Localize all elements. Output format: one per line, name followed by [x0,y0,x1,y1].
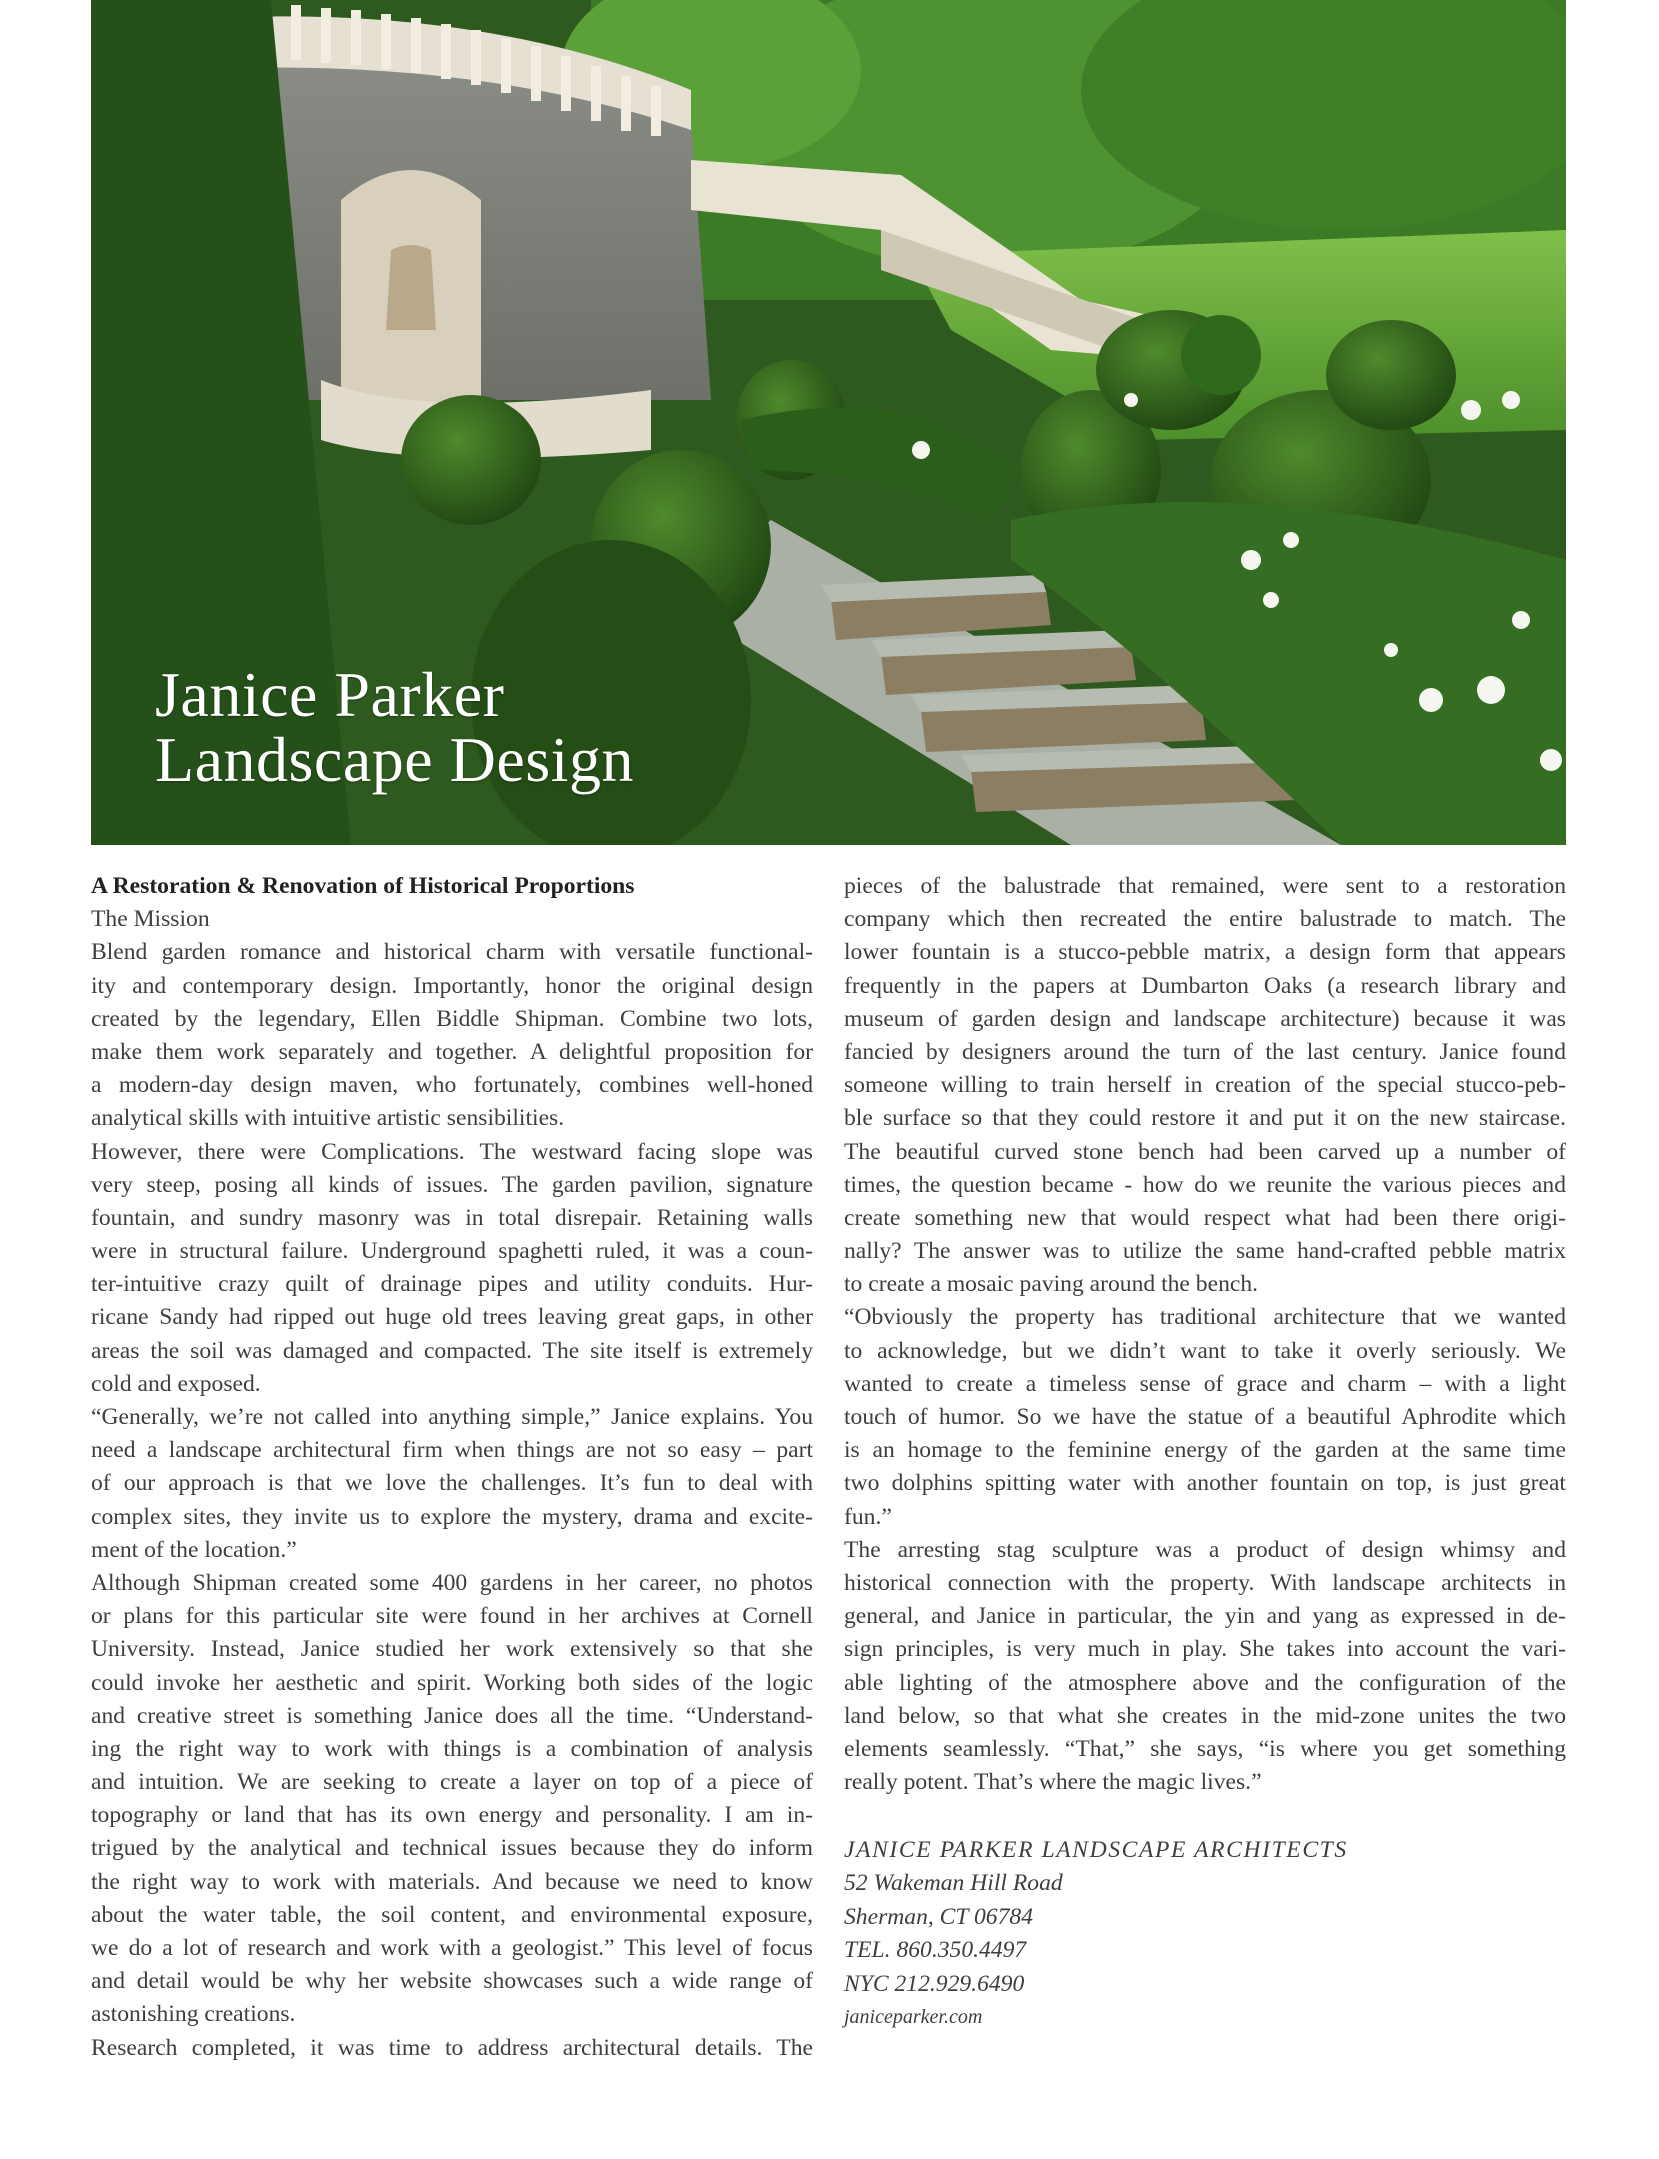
article-line: really potent. That’s where the magic lives.” [844,1769,1262,1796]
article-line: frequently in the papers at Dumbarton Oaks (a research library and [844,972,1566,999]
article-line: The beautiful curved stone bench had been carved up a number of [844,1138,1566,1165]
article-line: and detail would be why her website showcases such a wide range of [91,1968,813,1995]
article-line: The arresting stag sculpture was a product of design whimsy and [844,1536,1566,1563]
article-line: lower fountain is a stucco-pebble matrix, a design form that appears [844,939,1566,966]
city-address: Sherman, CT 06784 [844,1903,1033,1930]
article-line: is an homage to the feminine energy of the garden at the same time [844,1437,1566,1464]
article-line: cold and exposed. [91,1370,261,1397]
article-line: trigued by the analytical and technical issues because they do inform [91,1835,813,1862]
article-line: analytical skills with intuitive artistic sensibilities. [91,1105,565,1132]
hero-photo [91,0,1566,845]
article-line: we do a lot of research and work with a geologist.” This level of focus [91,1935,813,1961]
article-line: ble surface so that they could restore it and put it on the new staircase. [844,1105,1566,1132]
article-line: someone willing to train herself in creation of the special stucco-peb- [844,1072,1566,1099]
article-line: However, there were Complications. The westward facing slope was [91,1138,813,1165]
article-line: fun.” [844,1503,892,1530]
article-line: astonishing creations. [91,2001,296,2028]
article-line: Blend garden romance and historical charm with versatile functional- [91,939,813,966]
article-line: land below, so that what she creates in the mid-zone unites the two [844,1702,1566,1729]
article-line: to create a mosaic paving around the bench. [844,1271,1259,1298]
article-line: to acknowledge, but we didn’t want to take it overly seriously. We [844,1337,1566,1364]
website-link[interactable]: janiceparker.com [844,2006,983,2029]
article-line: a modern-day design maven, who fortunately, combines well-honed [91,1072,813,1099]
article-line: “Generally, we’re not called into anything simple,” Janice explains. You [91,1404,813,1430]
article-line: The Mission [91,906,210,933]
article-line: of our approach is that we love the challenges. It’s fun to deal with [91,1470,813,1497]
article-line: ity and contemporary design. Importantly, honor the original design [91,972,813,999]
article-line: University. Instead, Janice studied her work extensively so that she [91,1636,813,1663]
article-line: able lighting of the atmosphere above and the configuration of the [844,1669,1566,1696]
article-line: or plans for this particular site were found in her archives at Cornell [91,1603,813,1630]
article-line: topography or land that has its own energy and personality. I am in- [91,1802,813,1829]
firm-name: JANICE PARKER LANDSCAPE ARCHITECTS [844,1837,1348,1863]
article-line: elements seamlessly. “That,” she says, “is where you get something [844,1735,1566,1762]
article-line: make them work separately and together. A delightful proposition for [91,1038,813,1065]
article-line: could invoke her aesthetic and spirit. Working both sides of the logic [91,1669,813,1696]
article-line: about the water table, the soil content, and environmental exposure, [91,1901,813,1928]
article-line: areas the soil was damaged and compacted. The site itself is extremely [91,1337,813,1364]
hero-title-line: Landscape Design [155,724,634,795]
article-column-right [844,870,1566,1799]
article-line: and creative street is something Janice does all the time. “Understand- [91,1702,813,1729]
article-line: ing the right way to work with things is a combination of analysis [91,1735,813,1762]
article-line: complex sites, they invite us to explore the mystery, drama and excite- [91,1503,813,1530]
hero-title [155,659,634,795]
article-line: and intuition. We are seeking to create a layer on top of a piece of [91,1769,813,1796]
article-column-left [91,870,813,2065]
article-line: wanted to create a timeless sense of grace and charm – with a light [844,1370,1566,1397]
article-line: Although Shipman created some 400 gardens in her career, no photos [91,1569,813,1596]
article-line: general, and Janice in particular, the yin and yang as expressed in de- [844,1603,1566,1630]
article-line: museum of garden design and landscape architecture) because it was [844,1005,1566,1032]
article-line: fancied by designers around the turn of the last century. Janice found [844,1038,1566,1065]
article-line: pieces of the balustrade that remained, were sent to a restoration [844,873,1566,899]
article-line: ter-intuitive crazy quilt of drainage pipes and utility conduits. Hur- [91,1271,813,1298]
article-line: the right way to work with materials. And because we need to know [91,1868,813,1895]
hero-title-line: Janice Parker [155,659,505,730]
article-line: touch of humor. So we have the statue of a beautiful Aphrodite which [844,1404,1566,1430]
article-line: historical connection with the property. With landscape architects in [844,1569,1566,1596]
article-line: ricane Sandy had ripped out huge old trees leaving great gaps, in other [91,1304,813,1331]
article-line: were in structural failure. Underground spaghetti ruled, it was a coun- [91,1238,813,1265]
article-line: create something new that would respect what had been there origi- [844,1204,1566,1231]
article-line: nally? The answer was to utilize the same hand-crafted pebble matrix [844,1238,1566,1265]
article-line: two dolphins spitting water with another fountain on top, is just great [844,1470,1566,1497]
article-headline: A Restoration & Renovation of Historical Proportions [91,873,635,899]
article-line: need a landscape architectural firm when things are not so easy – part [91,1437,813,1464]
article-line: Research completed, it was time to address architectural details. The [91,2034,813,2061]
article-line: sign principles, is very much in play. She takes into account the vari- [844,1636,1566,1663]
phone-number: TEL. 860.350.4497 [844,1937,1027,1964]
article-line: times, the question became - how do we reunite the various pieces and [844,1171,1566,1198]
street-address: 52 Wakeman Hill Road [844,1870,1063,1897]
article-line: fountain, and sundry masonry was in total disrepair. Retaining walls [91,1204,813,1231]
contact-block [844,1834,1348,2034]
article-line: company which then recreated the entire balustrade to match. The [844,906,1566,933]
article-line: “Obviously the property has traditional architecture that we wanted [844,1304,1566,1331]
article-line: very steep, posing all kinds of issues. The garden pavilion, signature [91,1171,813,1198]
nyc-phone-number: NYC 212.929.6490 [844,1970,1025,1997]
article-line: ment of the location.” [91,1536,297,1563]
article-line: created by the legendary, Ellen Biddle Shipman. Combine two lots, [91,1005,813,1032]
